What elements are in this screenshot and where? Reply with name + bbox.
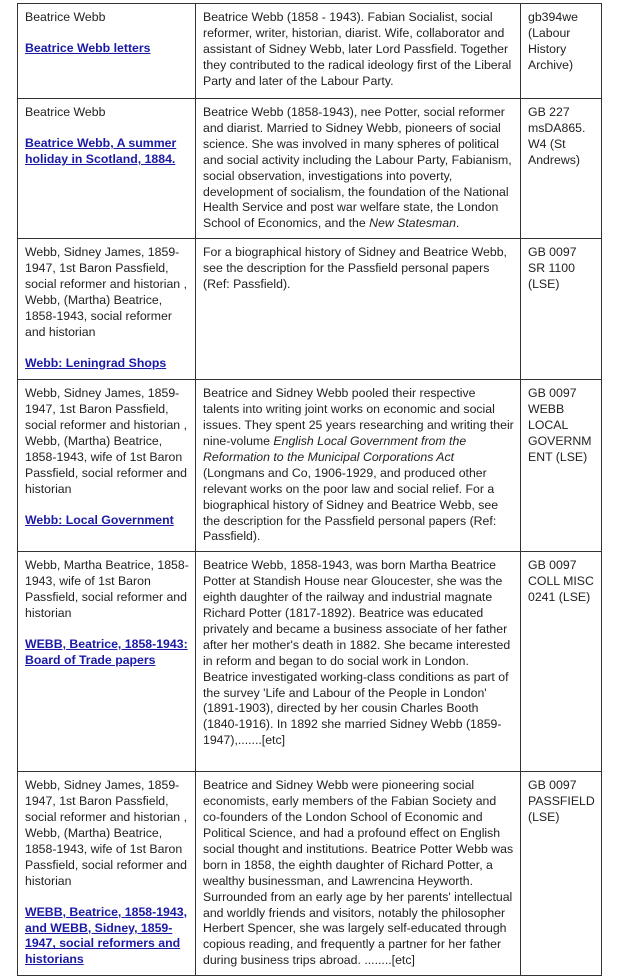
- reference-code: GB 0097 WEBB LOCAL GOVERNM ENT (LSE): [528, 386, 592, 464]
- record-description: Beatrice Webb, 1858-1943, was born Martha Beatrice Potter at Standish House near Gloucester, she was the eighth daughter of the railway and industrial magnate Richard Potter (1817-1892). Beatrice was educated privately and became a business associate of her father after her mother's death in 1882. She became interested in reform and began to do social work in London. Beatrice investigated working-class conditions as part of the survey 'Life and Labour of the People in London' (1891-1903), directed by her cousin Charles Booth (1840-1916). In 1892 she married Sidney Webb (1859-1947),.......[etc]: [203, 558, 511, 748]
- creator-name: Webb, Sidney James, 1859-1947, 1st Baron Passfield, social reformer and historian , Webb, (Martha) Beatrice, 1858-1943, wife of 1st Baron Passfield, social reformer and historian: [25, 386, 187, 496]
- creator-name: Webb, Sidney James, 1859-1947, 1st Baron Passfield, social reformer and historian , Webb, (Martha) Beatrice, 1858-1943, social reformer and historian: [25, 245, 187, 339]
- creator-name: Beatrice Webb: [25, 105, 106, 119]
- record-description: Beatrice Webb (1858 - 1943). Fabian Socialist, social reformer, writer, historian, diarist. Wife, collaborator and assistant of Sidney Webb, later Lord Passfield. Together they contributed to the radical ideology first of the Liberal Party and later of the Labour Party.: [203, 10, 512, 88]
- reference-cell: [521, 239, 602, 380]
- creator-name: Beatrice Webb: [25, 10, 106, 24]
- description-cell: [196, 4, 521, 99]
- reference-cell: [521, 380, 602, 552]
- reference-cell: [521, 99, 602, 239]
- record-title-link[interactable]: Beatrice Webb, A summer holiday in Scotland, 1884.: [25, 135, 177, 166]
- reference-cell: [521, 772, 602, 976]
- reference-code: GB 0097 SR 1100 (LSE): [528, 245, 577, 292]
- table-row: [18, 99, 602, 239]
- table-row: [18, 239, 602, 380]
- table-row: [18, 772, 602, 976]
- creator-cell: [18, 99, 196, 239]
- record-title-link[interactable]: WEBB, Beatrice, 1858-1943: Board of Trade papers: [25, 636, 188, 667]
- creator-cell: [18, 239, 196, 380]
- description-cell: [196, 239, 521, 380]
- description-cell: [196, 552, 521, 772]
- publication-title: New Statesman: [369, 216, 456, 231]
- record-title-link[interactable]: Beatrice Webb letters: [25, 40, 151, 55]
- table-row: [18, 4, 602, 99]
- record-description: [203, 386, 515, 545]
- description-text-end: .: [455, 216, 460, 231]
- reference-code: GB 0097 PASSFIELD (LSE): [528, 778, 595, 825]
- record-title-link[interactable]: WEBB, Beatrice, 1858-1943, and WEBB, Sidney, 1859-1947, social reformers and historians: [25, 904, 187, 967]
- creator-name: Webb, Sidney James, 1859-1947, 1st Baron Passfield, social reformer and historian , Webb, (Martha) Beatrice, 1858-1943, wife of 1st Baron Passfield, social reformer and historian: [25, 778, 187, 888]
- archive-records-table: [17, 3, 602, 976]
- reference-code: GB 0097 COLL MISC 0241 (LSE): [528, 558, 594, 605]
- record-title-link[interactable]: Webb: Local Government: [25, 512, 174, 527]
- record-description: Beatrice and Sidney Webb were pioneering social economists, early members of the Fabian Society and co-founders of the London School of Economic and Political Science, and had a profound effect on English social thought and institutions. Beatrice Potter Webb was born in 1858, the eighth daughter of Richard Potter, a wealthy businessman, and Lawrencina Heyworth. Surrounded from an early age by her parents' intellectual and worldly friends and visitors, notably the philosopher Herbert Spencer, she was largely self-educated through copious reading, and frequently a partner for her father during business trips abroad. ........[etc]: [203, 778, 514, 968]
- description-text: Beatrice and Sidney Webb pooled their respective talents into writing joint works on economic and social issues. They spent 25 years researching and writing their nine-volume: [203, 386, 514, 448]
- creator-cell: [18, 380, 196, 552]
- description-cell: [196, 772, 521, 976]
- description-text: Beatrice Webb (1858-1943), nee Potter, social reformer and diarist. Married to Sidney Webb, pioneers of social science. She was involved in many spheres of political and social activity including the Labour Party, Fabianism, social observation, investigations into poverty, development of socialism, the foundation of the National Health Service and post war welfare state, the London School of Economics, and the: [203, 105, 512, 231]
- creator-name: Webb, Martha Beatrice, 1858-1943, wife of 1st Baron Passfield, social reformer and historian: [25, 558, 189, 621]
- record-description: [203, 105, 515, 232]
- description-cell: [196, 99, 521, 239]
- reference-code: gb394we (Labour History Archive): [528, 10, 578, 72]
- record-description: For a biographical history of Sidney and Beatrice Webb, see the description for the Passfield personal papers (Ref: Passfield).: [203, 245, 507, 292]
- creator-cell: [18, 772, 196, 976]
- description-cell: [196, 380, 521, 552]
- table-row: [18, 552, 602, 772]
- reference-cell: [521, 4, 602, 99]
- reference-code: GB 227 msDA865. W4 (St Andrews): [528, 105, 586, 167]
- creator-cell: [18, 552, 196, 772]
- description-text-end: (Longmans and Co, 1906-1929, and produced other relevant works on the poor law and social relief. For a biographical history of Sidney and Beatrice Webb, see the description for the Passfield personal papers (Ref: Passfield).: [203, 465, 499, 544]
- reference-cell: [521, 552, 602, 772]
- publication-title: English Local Government from the Reformation to the Municipal Corporations Act: [203, 433, 467, 464]
- table-row: [18, 380, 602, 552]
- record-title-link[interactable]: Webb: Leningrad Shops: [25, 355, 167, 370]
- creator-cell: [18, 4, 196, 99]
